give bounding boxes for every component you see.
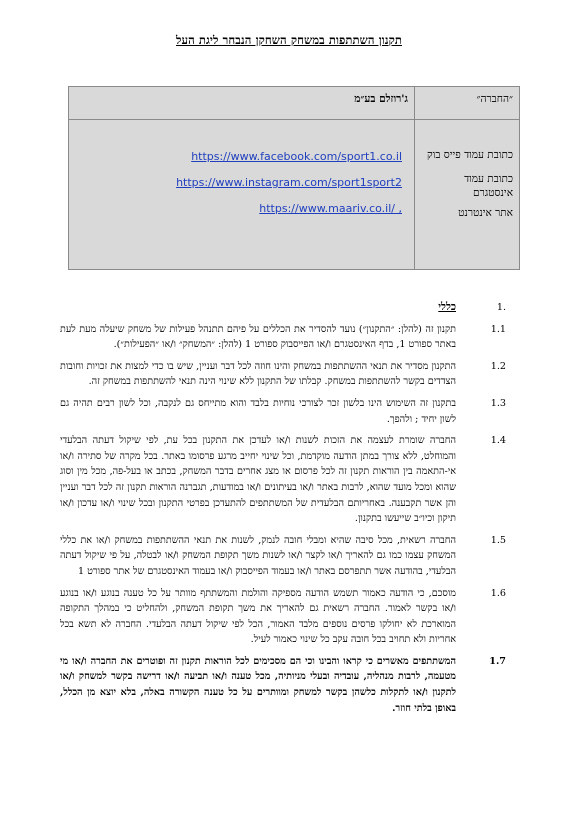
links-row [69, 120, 520, 270]
section-1-5 [60, 533, 506, 580]
section-number: 1.6 [490, 587, 506, 599]
facebook-link[interactable]: https://www.facebook.com/sport1.co.il [191, 150, 402, 163]
section-1-3 [60, 396, 506, 427]
section-text: תקנון זה (להלן: ״התקנון״) נועד להסדיר את הכללים על פיהם תתנהל פעילות של משחק שיעלה מעת לעת באתר ספורט 1, בדף האינסטגרם ו/או הפייסבוק ספורט 1 (להלן: ״המשחק״ ו/או ״הפעילות״). [60, 323, 456, 351]
section-1-6 [60, 586, 506, 648]
instagram-label: כתובת עמוד אינסטגרם [464, 173, 513, 199]
facebook-label: כתובת עמוד פייס בוק [427, 149, 513, 161]
section-number: 1.7 [489, 655, 506, 667]
section-text: המשתתפים מאשרים כי קראו והבינו וכי הם מסכימים לכל הוראות תקנון זה ופוטרים את החברה ו/או מי מטעמה, לרבות מנהליה, עובדיה ובעלי מניותיה, מכל טענה ו/או תביעה ו/או דרישה בקשר למשחק ו/או לתקנון ו/או לתקלות כלשהן בקשר למשחק ומוותרים על כל טענה הקשורה באלה, בלא יוצא מן הכלל, באופן בלתי חוזר. [60, 655, 456, 714]
section-text: החברה רשאית, מכל סיבה שהיא ומבלי חובה לנמק, לשנות את תנאי ההשתתפות במשחק ו/או את כללי המשחק עצמו כמו גם להאריך ו/או לקצר ו/או לשנות משך תקופת המשחק ו/או לבטלה, על פי שיקול דעתה הבלעדי, בהודעה אשר תתפרסם באתר ו/או בעמוד הפייסבוק ו/או בעמוד האינסטגרם של אתר ספורט 1 [60, 534, 456, 577]
section-number: 1.3 [490, 397, 506, 409]
instagram-link[interactable]: https://www.instagram.com/sport1sport2 [176, 176, 402, 189]
website-link[interactable]: https://www.maariv.co.il/ , [259, 202, 402, 215]
company-row [69, 87, 520, 120]
section-text: מוסכם, כי הודעה כאמור תשמש הודעה מספיקה והולמת והמשתתף מוותר על כל טענה בנוגע ו/או בנוגע ו/או בקשר לאמור. החברה רשאית גם להאריך את משך תקופת המשחק, ולהחליט כי במהלך התקופה המוארכת לא יחולקו פרסים נוספים מלבד האמור, הכל לפי שיקול דעתה הבלעדי. החברה לא תשא בכל אחריות ולא תחויב בכל חובה עקב כל שינוי כאמור לעיל. [60, 587, 456, 646]
company-info-table [68, 86, 520, 270]
section-number: 1. [496, 302, 506, 313]
section-text: התקנון מסדיר את תנאי ההשתתפות במשחק והינו חוזה לכל דבר ועניין, שיש בו כדי למצות את זכויות וחובות הצדדים בקשר להשתתפות במשחק. קבלתו של התקנון ללא שינוי הינה תנאי להשתתפות במשחק זה. [60, 360, 456, 388]
section-1-4 [60, 433, 506, 527]
section-text: החברה שומרת לעצמה את הזכות לשנות ו/או לעדכן את התקנון בכל עת, לפי שיקול דעתה הבלעדי והמוחלט, ללא צורך במתן הודעה מוקדמת, וכל שינוי יחייב מרגע פרסומו באתר. בכל מקרה של סתירה ו/או אי-התאמה בין הוראות תקנון זה לכל פרסום או מצג אחרים בדבר המשחק, בכתב או בעל-פה, מכל מין וסוג שהוא ומכל מועד שהוא, לרבות באתר ו/או בעיתונים ו/או במודעות, תגברנה הוראות תקנון זה לכל דבר ועניין והן אשר תקבענה. באחריותם הבלעדית של המשתתפים להתעדכן בפרטי התקנון ובכל שינוי ו/או עדכון ו/או תיקון וכיו״ב שייעשו בתקנון. [60, 435, 456, 525]
page-title: תקנון השתתפות במשחק השחקן הנבחר ליגת העל [176, 33, 402, 47]
section-number: 1.5 [490, 534, 506, 546]
terms-sections [60, 300, 506, 722]
section-1-2 [60, 359, 506, 390]
section-heading: כללי [438, 301, 456, 313]
section-1-1 [60, 322, 506, 353]
company-label-cell: ״החברה״ [415, 87, 520, 120]
company-value-cell: ג'רוזלם בע״מ [69, 87, 415, 120]
section-1 [60, 300, 506, 316]
section-number: 1.4 [490, 435, 506, 447]
section-number: 1.2 [490, 360, 506, 372]
links-value-cell [69, 120, 415, 270]
section-1-7 [60, 654, 506, 716]
section-text: בתקנון זה השימוש הינו בלשון זכר לצורכי נוחיות בלבד והוא מתייחס גם לנקבה, וכל לשון רבים תהיה גם לשון יחיד ; ולהפך. [60, 397, 456, 425]
website-label: אתר אינטרנט [458, 207, 513, 219]
links-label-cell [415, 120, 520, 270]
section-number: 1.1 [490, 323, 506, 335]
